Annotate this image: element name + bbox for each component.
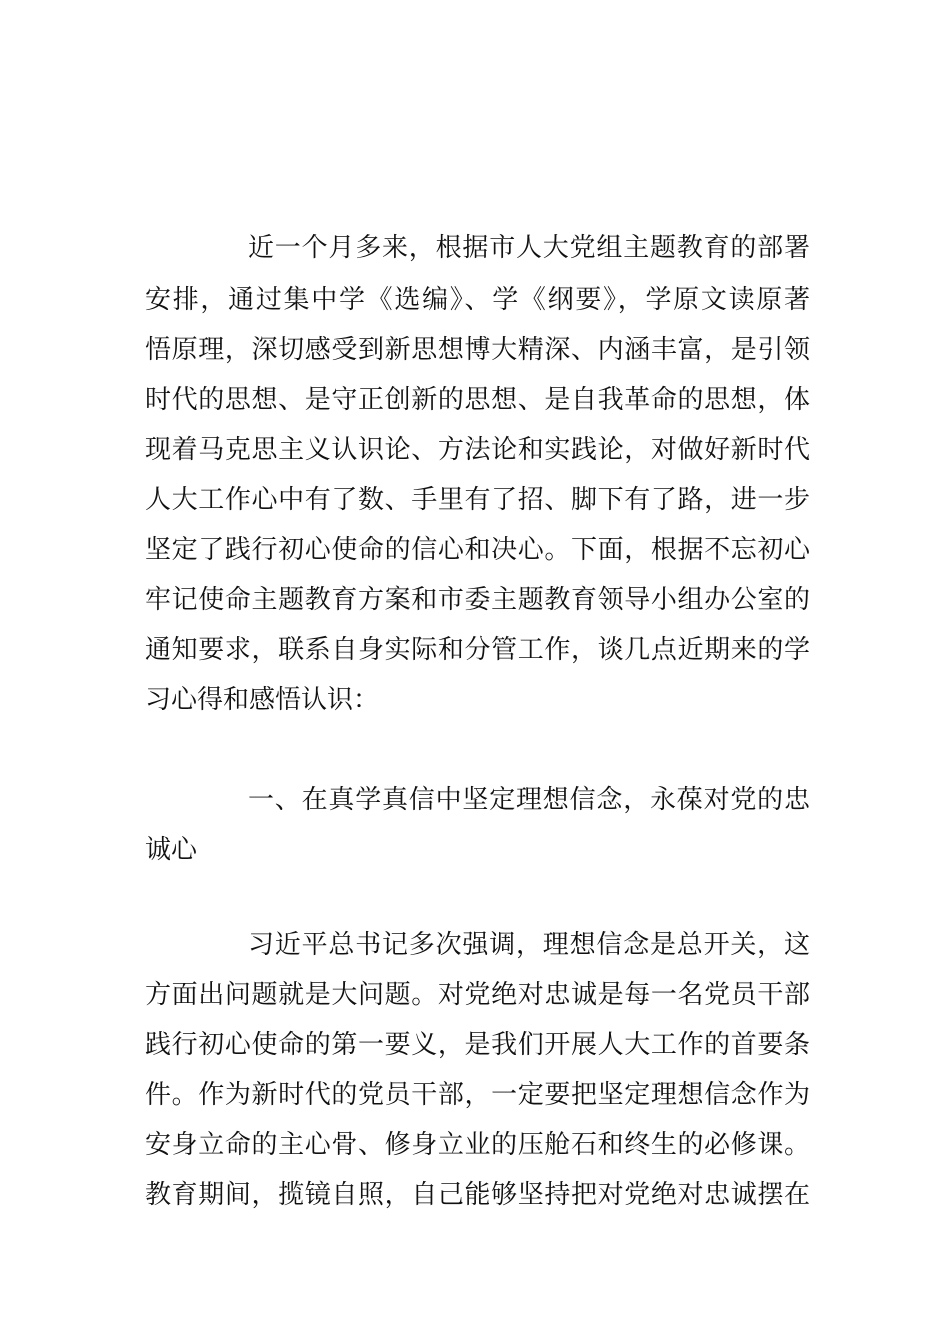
- paragraph-2-line-4: 件。作为新时代的党员干部，一定要把坚定理想信念作为: [145, 1080, 810, 1110]
- paragraph-1-line-9: 通知要求，联系自身实际和分管工作，谈几点近期来的学: [145, 635, 810, 665]
- paragraph-1-line-7: 坚定了践行初心使命的信心和决心。下面，根据不忘初心: [145, 535, 810, 565]
- section-heading-1-line-1: 一、在真学真信中坚定理想信念，永葆对党的忠: [248, 785, 810, 815]
- paragraph-2-line-6: 教育期间，揽镜自照，自己能够坚持把对党绝对忠诚摆在: [145, 1180, 810, 1210]
- paragraph-1-line-3: 悟原理，深切感受到新思想博大精深、内涵丰富，是引领: [145, 335, 810, 365]
- paragraph-2-line-5: 安身立命的主心骨、修身立业的压舱石和终生的必修课。: [145, 1130, 810, 1160]
- section-heading-1-line-2: 诚心: [145, 835, 198, 865]
- paragraph-1-line-10: 习心得和感悟认识：: [145, 685, 380, 715]
- paragraph-1-line-1: 近一个月多来，根据市人大党组主题教育的部署: [248, 233, 810, 263]
- paragraph-2-line-2: 方面出问题就是大问题。对党绝对忠诚是每一名党员干部: [145, 980, 810, 1010]
- paragraph-2-line-3: 践行初心使命的第一要义，是我们开展人大工作的首要条: [145, 1030, 810, 1060]
- paragraph-1-line-6: 人大工作心中有了数、手里有了招、脚下有了路，进一步: [145, 485, 810, 515]
- paragraph-1-line-8: 牢记使命主题教育方案和市委主题教育领导小组办公室的: [145, 585, 810, 615]
- paragraph-2-line-1: 习近平总书记多次强调，理想信念是总开关，这: [248, 930, 810, 960]
- paragraph-1-line-5: 现着马克思主义认识论、方法论和实践论，对做好新时代: [145, 435, 810, 465]
- paragraph-1-line-4: 时代的思想、是守正创新的思想、是自我革命的思想，体: [145, 385, 810, 415]
- paragraph-1-line-2: 安排，通过集中学《选编》、学《纲要》，学原文读原著: [145, 285, 810, 315]
